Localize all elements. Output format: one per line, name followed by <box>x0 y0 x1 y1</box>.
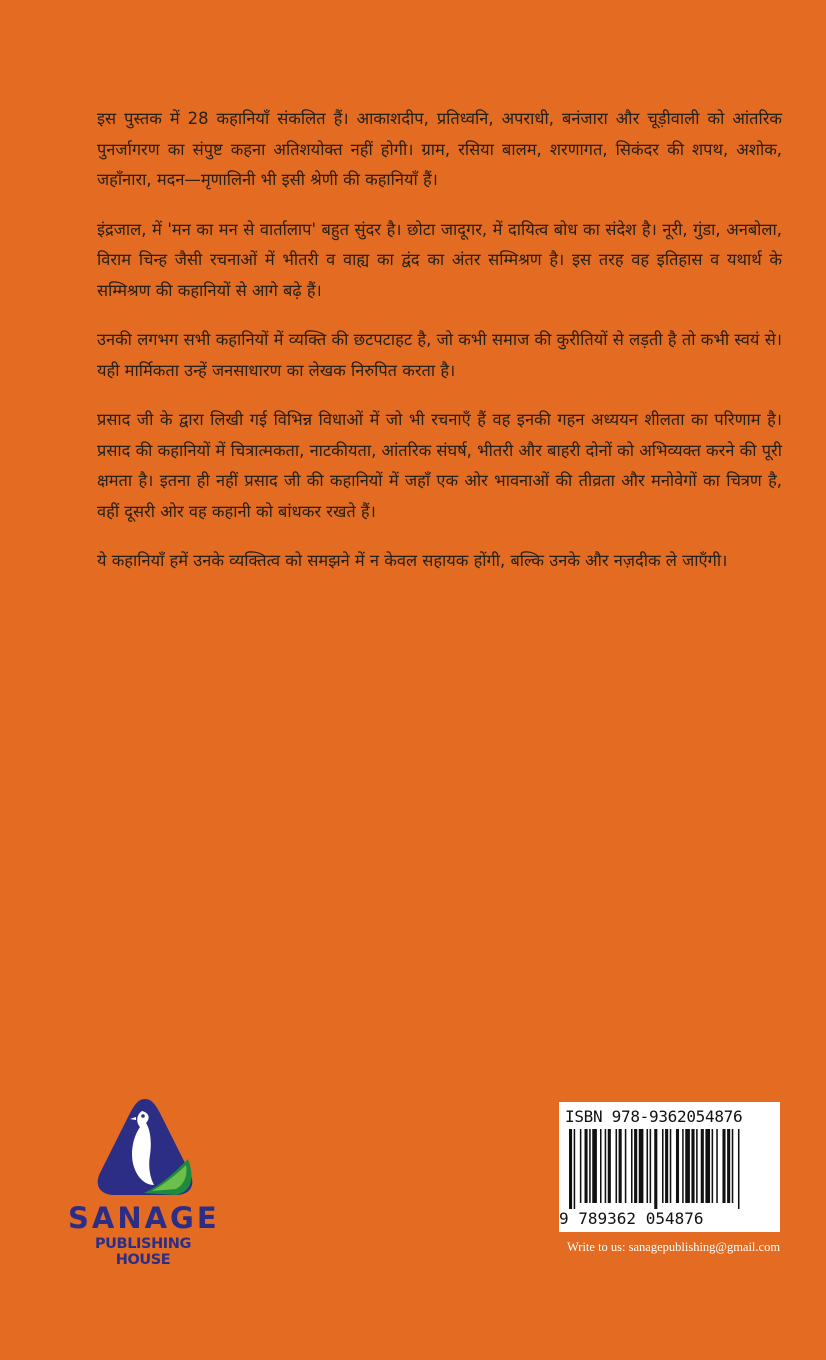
blurb-paragraph-4: प्रसाद जी के द्वारा लिखी गई विभिन्न विधाओं में जो भी रचनाएँ हैं वह इनकी गहन अध्ययन शीलता का परिणाम है। प्रसाद की कहानियों में चित्रात्मकता, नाटकीयता, आंतरिक संघर्ष, भीतरी और बाहरी दोनों को अभिव्यक्त करने की पूरी क्षमता है। इतना ही नहीं प्रसाद जी की कहानियों में जहाँ एक ओर भावनाओं की तीव्रता और मनोवेगों का चित्रण है, वहीं दूसरी ओर वह कहानी को बांधकर रखते हैं। <box>97 410 782 521</box>
barcode-bar <box>676 1129 679 1203</box>
barcode-bar <box>608 1129 611 1203</box>
publisher-logo <box>68 1093 220 1268</box>
barcode-bar <box>716 1129 718 1203</box>
isbn-barcode <box>559 1102 780 1232</box>
barcode-bar <box>625 1129 627 1203</box>
barcode-bar <box>727 1129 730 1203</box>
blurb-paragraph-1: इस पुस्तक में 28 कहानियाँ संकलित हैं। आकाशदीप, प्रतिध्वनि, अपराधी, बनंजारा और चूड़ीवाली को आंतरिक पुनर्जागरण का संपुष्ट कहना अतिशयोक्त नहीं होगी। ग्राम, रसिया बालम, शरणागत, सिकंदर की शपथ, अशोक, जहाँनारा, मदन—मृणालिनी भी इसी श्रेणी की कहानियाँ हैं। <box>97 109 782 189</box>
barcode-bar <box>712 1129 714 1203</box>
barcode-bar <box>569 1129 572 1209</box>
barcode-bar <box>616 1129 618 1203</box>
barcode-bar <box>685 1129 690 1203</box>
barcode-bar <box>589 1129 591 1203</box>
barcode-bar <box>696 1129 698 1203</box>
penguin-triangle-icon <box>92 1093 198 1197</box>
barcode-bar <box>738 1129 740 1209</box>
barcode-bar <box>574 1129 576 1209</box>
barcode-bar <box>605 1129 607 1203</box>
barcode-bar <box>665 1129 668 1203</box>
barcode-bar <box>705 1129 710 1203</box>
barcode-bar <box>662 1129 664 1203</box>
barcode-bar <box>619 1129 622 1203</box>
barcode-bar <box>634 1129 637 1203</box>
barcode-bar <box>650 1129 652 1203</box>
barcode-bar <box>585 1129 588 1203</box>
barcode-bar <box>600 1129 602 1203</box>
contact-email: Write to us: sanagepublishing@gmail.com <box>567 1240 781 1254</box>
barcode-bar <box>682 1129 684 1203</box>
barcode-bar <box>580 1129 582 1203</box>
barcode-bar <box>639 1129 644 1203</box>
blurb-paragraph-5: ये कहानियाँ हमें उनके व्यक्तित्व को समझने में न केवल सहायक होंगी, बल्कि उनके और नज़दीक ले जाएँगी। <box>97 551 728 570</box>
barcode-bar <box>592 1129 597 1203</box>
isbn-label: ISBN 978-9362054876 <box>565 1107 743 1126</box>
barcode-bars <box>565 1129 774 1209</box>
publisher-name: SANAGE <box>68 1201 220 1235</box>
barcode-digits: 9 789362 054876 <box>559 1209 704 1228</box>
publisher-subtitle: PUBLISHING HOUSE <box>94 1236 192 1268</box>
barcode-bar <box>691 1129 694 1203</box>
barcode-bar <box>670 1129 672 1203</box>
barcode-bar <box>654 1129 657 1209</box>
barcode-bar <box>631 1129 633 1203</box>
barcode-bar <box>722 1129 725 1203</box>
blurb-paragraph-2: इंद्रजाल, में 'मन का मन से वार्तालाप' बहुत सुंदर है। छोटा जादूगर, में दायित्व बोध का संदेश है। नूरी, गुंडा, अनबोला, विराम चिन्ह जैसी रचनाओं में भीतरी व वाह्य का द्वंद का अंतर सम्मिश्रण है। इस तरह वह इतिहास व यथार्थ के सम्मिश्रण की कहानियों से आगे बढ़े हैं। <box>97 219 782 300</box>
blurb-text <box>97 104 782 596</box>
barcode-bar <box>732 1129 734 1203</box>
barcode-bar <box>701 1129 704 1203</box>
barcode-bar <box>647 1129 649 1203</box>
blurb-paragraph-3: उनकी लगभग सभी कहानियों में व्यक्ति की छटपटाहट है, जो कभी समाज की कुरीतियों से लड़ती है तो कभी स्वयं से। यही मार्मिकता उन्हें जनसाधारण का लेखक निरुपित करता है। <box>97 330 782 380</box>
